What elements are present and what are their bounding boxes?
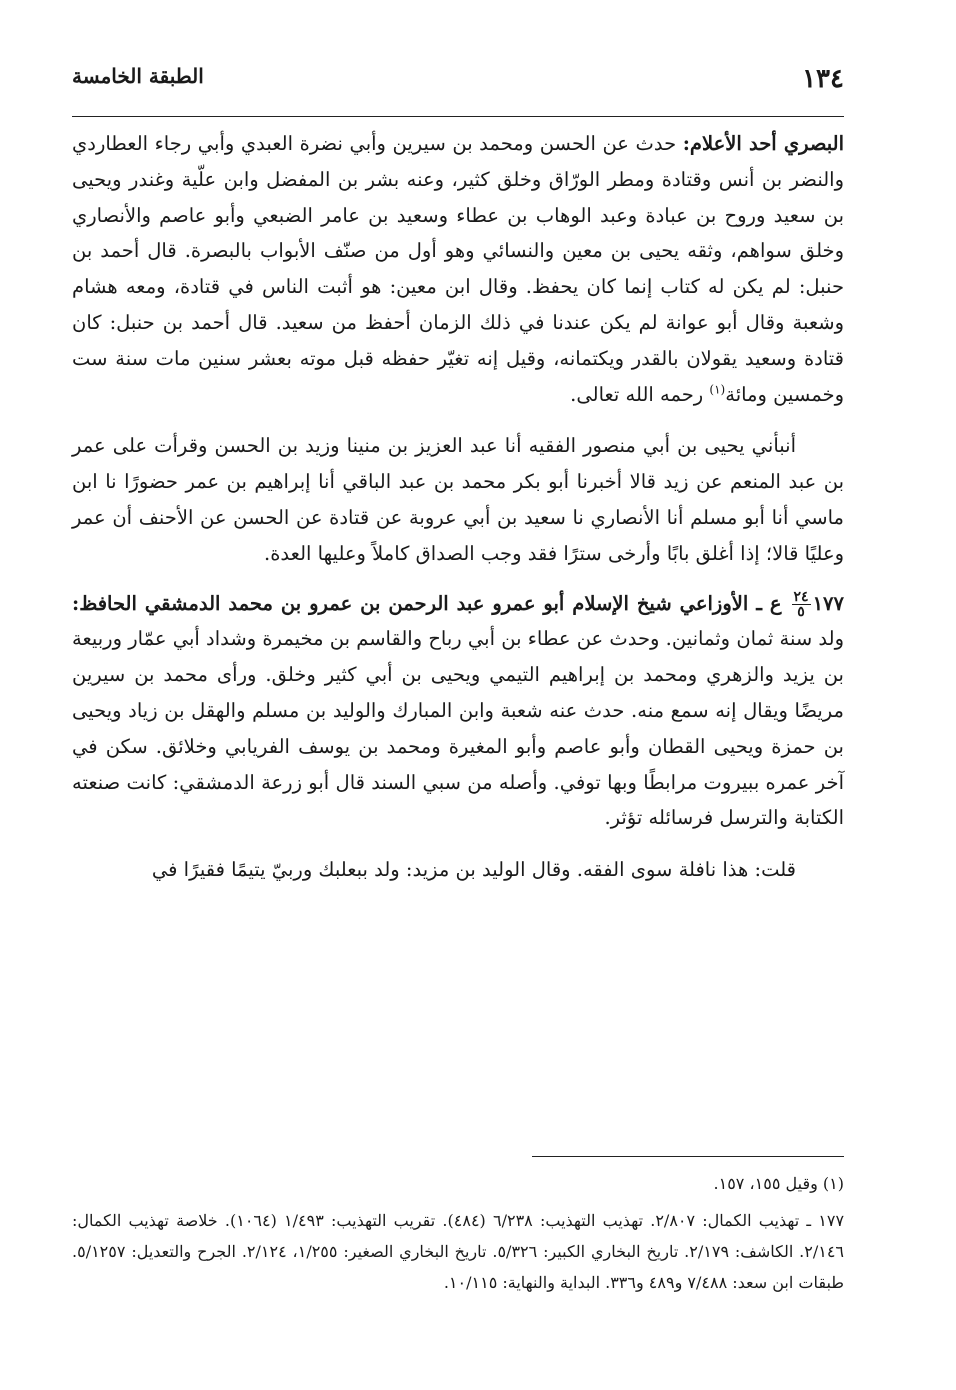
page-number: ١٣٤ xyxy=(802,64,844,94)
paragraph-comment: قلت: هذا نافلة سوى الفقه. وقال الوليد بن مزيد: ولد ببعلبك وربيّ يتيمًا فقيرًا في xyxy=(151,858,796,882)
entry-heading: ع ـ الأوزاعي شيخ الإسلام أبو عمرو عبد الرحمن بن عمرو بن محمد الدمشقي الحافظ: xyxy=(72,591,790,615)
paragraph-biography-continued xyxy=(72,126,844,412)
paragraph-lead: البصري أحد الأعلام: xyxy=(682,132,844,155)
entry-number: ١٧٧ xyxy=(812,591,844,615)
paragraph-hadith: أنبأني يحيى بن أبي منصور الفقيه أنا عبد العزيز بن منينا وزيد بن الحسن وقرأت على عمر بن عبد المنعم عن زيد قالا أخبرنا أبو بكر محمد بن عبد الباقي أنا إبراهيم بن عمر حضورًا نا ابن ماسي أنا أبو مسلم أنا الأنصاري نا سعيد بن أبي عروبة عن قتادة عن الحسن عن الأحنف أن عمر وعليًا قالا؛ إذا أغلق بابًا وأرخى سترًا فقد وجب الصداق كاملاً وعليها العدة. xyxy=(72,434,844,565)
footnote-177-sources: ١٧٧ ـ تهذيب الكمال: ٢/٨٠٧. تهذيب التهذيب: ٦/٢٣٨ (٤٨٤). تقريب التهذيب: ١/٤٩٣ (١٠٦٤). خلاصة تهذيب الكمال: ٢/١٤٦. الكاشف: ٢/١٧٩. تاريخ البخاري الكبير: ٥/٣٢٦. تاريخ البخاري الصغير: ١/٢٥٥، ٢/١٢٤. الجرح والتعديل: ٥/١٢٥٧. طبقات ابن سعد: ٧/٤٨٨ و٤٨٩ و٣٣٦. البداية والنهاية: ١٠/١١٥. xyxy=(72,1211,845,1292)
entry-fraction xyxy=(792,590,811,619)
footnote-ref[interactable]: (١) xyxy=(709,382,726,397)
running-head xyxy=(72,58,844,98)
paragraph-text-end: رحمه الله تعالى. xyxy=(570,382,710,406)
paragraph-text: حدث عن الحسن ومحمد بن سيرين وأبي نضرة العبدي وأبي رجاء العطاردي والنضر بن أنس وقتادة ومطر الورّاق وخلق كثير، وعنه بشر بن المفضل وابن علّية وغندر ويحيى بن سعيد وروح بن عبادة وعبد الوهاب بن عطاء وسعيد بن عامر الضبعي وأبو عاصم والأنصاري وخلق سواهم، وثقه يحيى بن معين والنسائي وهو أول من صنّف الأبواب بالبصرة. قال أحمد بن حنبل: لم يكن له كتاب إنما كان يحفظ. وقال ابن معين: هو أثبت الناس في قتادة، ومعه هشام وشعبة وقال أبو عوانة لم يكن عندنا في ذلك الزمان أحفظ من سعيد. قال أحمد بن حنبل: كان قتادة وسعيد يقولان بالقدر ويكتمانه، وقيل إنه تغيّر حفظه قبل موته بعشر سنين مات سنة ست وخمسين ومائة xyxy=(72,132,844,406)
paragraph-entry-177 xyxy=(72,586,844,837)
footnote-divider xyxy=(532,1156,844,1157)
entry-text: ولد سنة ثمان وثمانين. وحدث عن عطاء بن أبي رباح والقاسم بن مخيمرة وشداد أبي عمّار وربيعة بن يزيد والزهري ومحمد بن إبراهيم التيمي ويحيى بن أبي كثير وخلق. ورأى محمد بن سيرين مريضًا ويقال إنه سمع منه. حدث عنه شعبة وابن المبارك والوليد بن مسلم والهقل بن زياد ويحيى بن حمزة ويحيى القطان وأبو عاصم وأبو المغيرة ومحمد بن يوسف الفريابي وخلائق. سكن في آخر عمره ببيروت مرابطًا وبها توفي. وأصله من سبي السند قال أبو زرعة الدمشقي: كانت صنعته الكتابة والترسل فرسائله تؤثر. xyxy=(72,627,844,830)
fraction-top: ٢٤ xyxy=(793,588,809,605)
section-title: الطبقة الخامسة xyxy=(72,64,204,88)
fraction-bottom: ٥ xyxy=(797,603,805,620)
book-page xyxy=(72,48,844,1368)
footnotes xyxy=(72,1168,844,1298)
header-divider xyxy=(72,116,844,117)
main-text xyxy=(72,126,844,888)
footnote-1: (١) وقيل ١٥٥، ١٥٧. xyxy=(713,1174,844,1193)
